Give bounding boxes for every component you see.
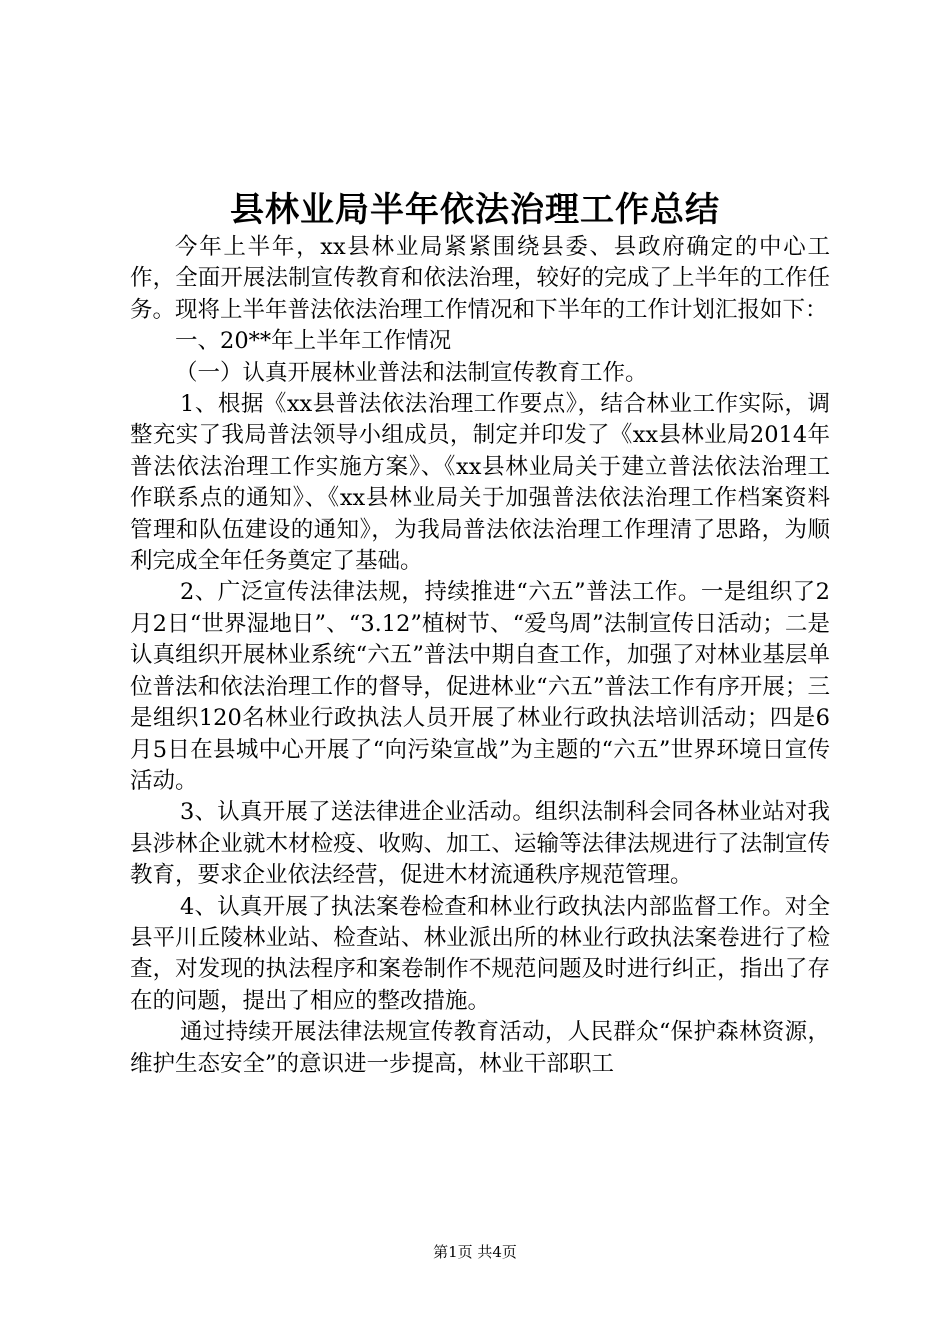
paragraph-item-3: 3、认真开展了送法律进企业活动。组织法制科会同各林业站对我县涉林企业就木材检疫、收购、加工、运输等法律法规进行了法制宣传教育，要求企业依法经营，促进木材流通秩序规范管理。 [130, 799, 830, 889]
paragraph-item-1: 1、根据《xx县普法依法治理工作要点》，结合林业工作实际，调整充实了我局普法领导小组成员，制定并印发了《xx县林业局2014年普法依法治理工作实施方案》、《xx县林业局关于建立普法依法治理工作联系点的通知》、《xx县林业局关于加强普法依法治理工作档案资料管理和队伍建设的通知》，为我局普法依法治理工作理清了思路，为顺利完成全年任务奠定了基础。 [130, 391, 830, 575]
paragraph-item-4: 4、认真开展了执法案卷检查和林业行政执法内部监督工作。对全县平川丘陵林业站、检查站、林业派出所的林业行政执法案卷进行了检查，对发现的执法程序和案卷制作不规范问题及时进行纠正，指出了存在的问题，提出了相应的整改措施。 [130, 893, 830, 1014]
paragraph-summary: 通过持续开展法律法规宣传教育活动，人民群众“保护森林资源，维护生态安全”的意识进一步提高，林业干部职工 [130, 1019, 830, 1077]
subsection-heading: （一）认真开展林业普法和法制宣传教育工作。 [175, 359, 648, 386]
document-title: 县林业局半年依法治理工作总结 [230, 190, 720, 230]
page-footer: 第1页 共4页 [433, 1243, 517, 1261]
document-body [130, 232, 830, 1080]
section-heading: 一、20**年上半年工作情况 [175, 328, 452, 355]
paragraph-intro: 今年上半年，xx县林业局紧紧围绕县委、县政府确定的中心工作，全面开展法制宣传教育和依法治理，较好的完成了上半年的工作任务。现将上半年普法依法治理工作情况和下半年的工作计划汇报如下： [130, 234, 830, 323]
paragraph-item-2: 2、广泛宣传法律法规，持续推进“六五”普法工作。一是组织了2月2日“世界湿地日”、“3.12”植树节、“爱鸟周”法制宣传日活动；二是认真组织开展林业系统“六五”普法中期自查工作，加强了对林业基层单位普法和依法治理工作的督导，促进林业“六五”普法工作有序开展；三是组织120名林业行政执法人员开展了林业行政执法培训活动；四是6月5日在县城中心开展了“向污染宣战”为主题的“六五”世界环境日宣传活动。 [130, 579, 830, 794]
